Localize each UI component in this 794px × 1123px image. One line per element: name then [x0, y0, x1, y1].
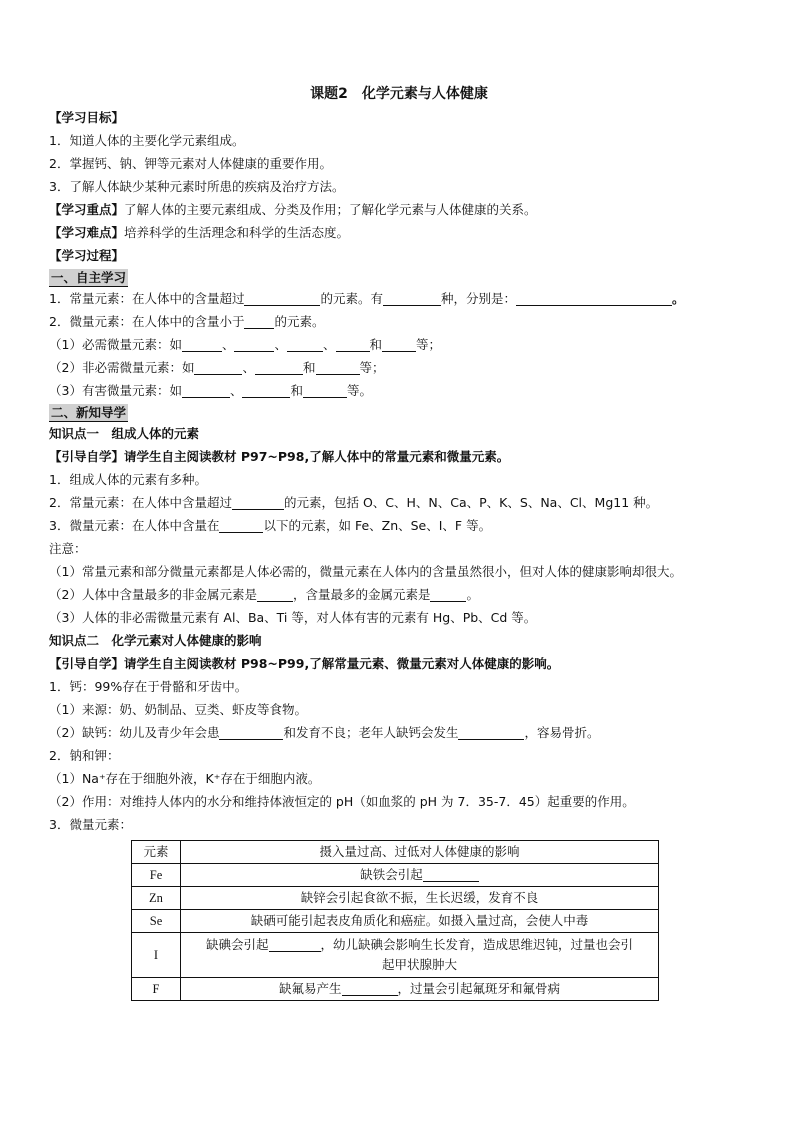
text: 等。: [347, 383, 373, 398]
knowledge-point-title: 知识点一 组成人体的元素: [49, 426, 200, 441]
difficulties-text: 培养科学的生活理念和科学的生活态度。: [124, 225, 350, 240]
text: 的元素，包括 O、C、H、N、Ca、P、K、S、Na、Cl、Mg11 种。: [283, 495, 659, 510]
text: 的元素。有: [320, 291, 383, 306]
answer-blank[interactable]: [383, 291, 441, 306]
answer-blank[interactable]: [182, 383, 230, 398]
answer-blank[interactable]: [182, 337, 222, 352]
objective-item: 1．知道人体的主要化学元素组成。: [49, 133, 245, 148]
note-item: （3）人体的非必需微量元素有 Al、Ba、Ti 等，对人体有害的元素有 Hg、Pb、Cd 等。: [49, 610, 537, 625]
answer-blank[interactable]: [255, 360, 303, 375]
answer-blank[interactable]: [336, 337, 370, 352]
text: 、: [242, 360, 255, 375]
note-label: 注意：: [49, 541, 87, 556]
objective-item: 2．掌握钙、钠、钾等元素对人体健康的重要作用。: [49, 156, 332, 171]
effect-cell: [181, 864, 659, 887]
text: ，过量会引起氟斑牙和氟骨病: [397, 981, 561, 996]
text: 的元素。: [274, 314, 325, 329]
answer-blank[interactable]: [382, 337, 416, 352]
text: ，含量最多的金属元素是: [292, 587, 431, 602]
text: 。: [466, 587, 479, 602]
macro-element-question: [49, 287, 749, 310]
answer-blank[interactable]: [430, 587, 466, 602]
table-row: [132, 933, 659, 978]
text: 缺氟易产生: [278, 981, 342, 996]
text: 种，分别是：: [440, 291, 516, 306]
table-row: [132, 887, 659, 910]
list-item: 2．钠和钾：: [49, 748, 120, 763]
list-item: [49, 491, 749, 514]
element-cell: I: [132, 933, 181, 978]
text: 等；: [359, 360, 385, 375]
table-header-row: [132, 841, 659, 864]
list-item: （1）Na⁺存在于细胞外液，K⁺存在于细胞内液。: [49, 771, 321, 786]
difficulties: [49, 221, 749, 244]
text: 、: [221, 337, 235, 352]
trace-element-table: [131, 840, 659, 1001]
answer-blank[interactable]: [194, 360, 242, 375]
text: 、: [274, 337, 287, 352]
answer-blank[interactable]: [244, 291, 320, 306]
list-item: （2）作用：对维持人体内的水分和维持体液恒定的 pH（如血浆的 pH 为 7．35-7．45）起重要的作用。: [49, 794, 635, 809]
text: 2．常量元素：在人体中含量超过: [49, 495, 232, 510]
text: 3．微量元素：在人体中含量在: [49, 518, 220, 533]
harmful-micro-question: [49, 379, 749, 402]
text: （2）人体中含量最多的非金属元素是: [49, 587, 257, 602]
guide-text: 请学生自主阅读教材 P98~P99,了解常量元素、微量元素对人体健康的影响。: [124, 656, 560, 671]
answer-blank[interactable]: [287, 337, 323, 352]
answer-blank[interactable]: [219, 725, 283, 740]
difficulties-label: 【学习难点】: [49, 225, 125, 240]
objectives-heading: 【学习目标】: [49, 110, 125, 125]
table-row: [132, 910, 659, 933]
objective-item: 3．了解人体缺少某种元素时所患的疾病及治疗方法。: [49, 179, 345, 194]
section2-heading: 二、新知导学: [51, 405, 127, 420]
text: 、: [229, 383, 243, 398]
text: ，容易骨折。: [524, 725, 600, 740]
answer-blank[interactable]: [219, 518, 263, 533]
guide-text: 请学生自主阅读教材 P97~P98,了解人体中的常量元素和微量元素。: [124, 449, 510, 464]
knowledge-point-title: 知识点二 化学元素对人体健康的影响: [49, 633, 262, 648]
element-cell: Se: [132, 910, 181, 933]
key-points: [49, 198, 749, 221]
list-item: [49, 514, 749, 537]
key-points-label: 【学习重点】: [49, 202, 125, 217]
guide-line: [49, 445, 749, 468]
text: （2）缺钙：幼儿及青少年会患: [49, 725, 220, 740]
text: 以下的元素，如 Fe、Zn、Se、I、F 等。: [263, 518, 492, 533]
effect-cell: [181, 933, 659, 978]
element-cell: Zn: [132, 887, 181, 910]
text: 缺铁会引起: [360, 867, 423, 882]
text: （3）有害微量元素：如: [49, 383, 182, 398]
list-item: 3．微量元素：: [49, 817, 132, 832]
list-item: [49, 721, 749, 744]
list-item: （1）来源：奶、奶制品、豆类、虾皮等食物。: [49, 702, 307, 717]
text: 缺碘会引起: [205, 937, 269, 952]
answer-blank[interactable]: [458, 725, 524, 740]
answer-blank[interactable]: [257, 587, 293, 602]
answer-blank[interactable]: [342, 981, 398, 996]
section1-heading: 一、自主学习: [51, 270, 127, 285]
key-points-text: 了解人体的主要元素组成、分类及作用；了解化学元素与人体健康的关系。: [124, 202, 537, 217]
answer-blank[interactable]: [303, 383, 347, 398]
answer-blank[interactable]: [244, 314, 274, 329]
element-cell: F: [132, 978, 181, 1001]
text: 起甲状腺肿大: [381, 957, 457, 972]
table-header: 摄入量过高、过低对人体健康的影响: [181, 841, 659, 864]
answer-blank[interactable]: [423, 867, 479, 882]
text: 2．微量元素：在人体中的含量小于: [49, 314, 245, 329]
effect-cell: [181, 978, 659, 1001]
note-item: [49, 583, 749, 606]
page-title: 课题2 化学元素与人体健康: [310, 86, 488, 102]
text: 和: [369, 337, 383, 352]
note-item: （1）常量元素和部分微量元素都是人体必需的，微量元素在人体内的含量虽然很小，但对人体的健康影响却很大。: [49, 564, 682, 579]
text: 和: [290, 383, 303, 398]
answer-blank[interactable]: [269, 937, 321, 952]
text: 、: [323, 337, 336, 352]
nonessential-micro-question: [49, 356, 749, 379]
text: 1．常量元素：在人体中的含量超过: [49, 291, 245, 306]
list-item: 1．钙：99%存在于骨骼和牙齿中。: [49, 679, 248, 694]
table-header: 元素: [132, 841, 181, 864]
answer-blank[interactable]: [234, 337, 274, 352]
guide-line: [49, 652, 749, 675]
text: （1）必需微量元素：如: [49, 337, 182, 352]
text: 。: [672, 291, 685, 306]
text: 等；: [416, 337, 442, 352]
text: 和: [302, 360, 316, 375]
text: 和发育不良；老年人缺钙会发生: [283, 725, 459, 740]
answer-blank[interactable]: [316, 360, 360, 375]
essential-micro-question: [49, 333, 749, 356]
text: ，幼儿缺碘会影响生长发育，造成思维迟钝，过量也会引: [320, 937, 634, 952]
guide-label: 【引导自学】: [49, 449, 125, 464]
effect-cell: 缺锌会引起食欲不振，生长迟缓，发育不良: [181, 887, 659, 910]
list-item: 1．组成人体的元素有多种。: [49, 472, 207, 487]
worksheet-page: [49, 82, 749, 1001]
effect-cell: 缺硒可能引起表皮角质化和癌症。如摄入量过高，会使人中毒: [181, 910, 659, 933]
answer-blank[interactable]: [242, 383, 290, 398]
table-row: [132, 978, 659, 1001]
element-cell: Fe: [132, 864, 181, 887]
guide-label: 【引导自学】: [49, 656, 125, 671]
answer-blank[interactable]: [516, 291, 672, 306]
micro-element-question: [49, 310, 749, 333]
process-heading: 【学习过程】: [49, 248, 125, 263]
text: （2）非必需微量元素：如: [49, 360, 195, 375]
table-row: [132, 864, 659, 887]
answer-blank[interactable]: [232, 495, 284, 510]
